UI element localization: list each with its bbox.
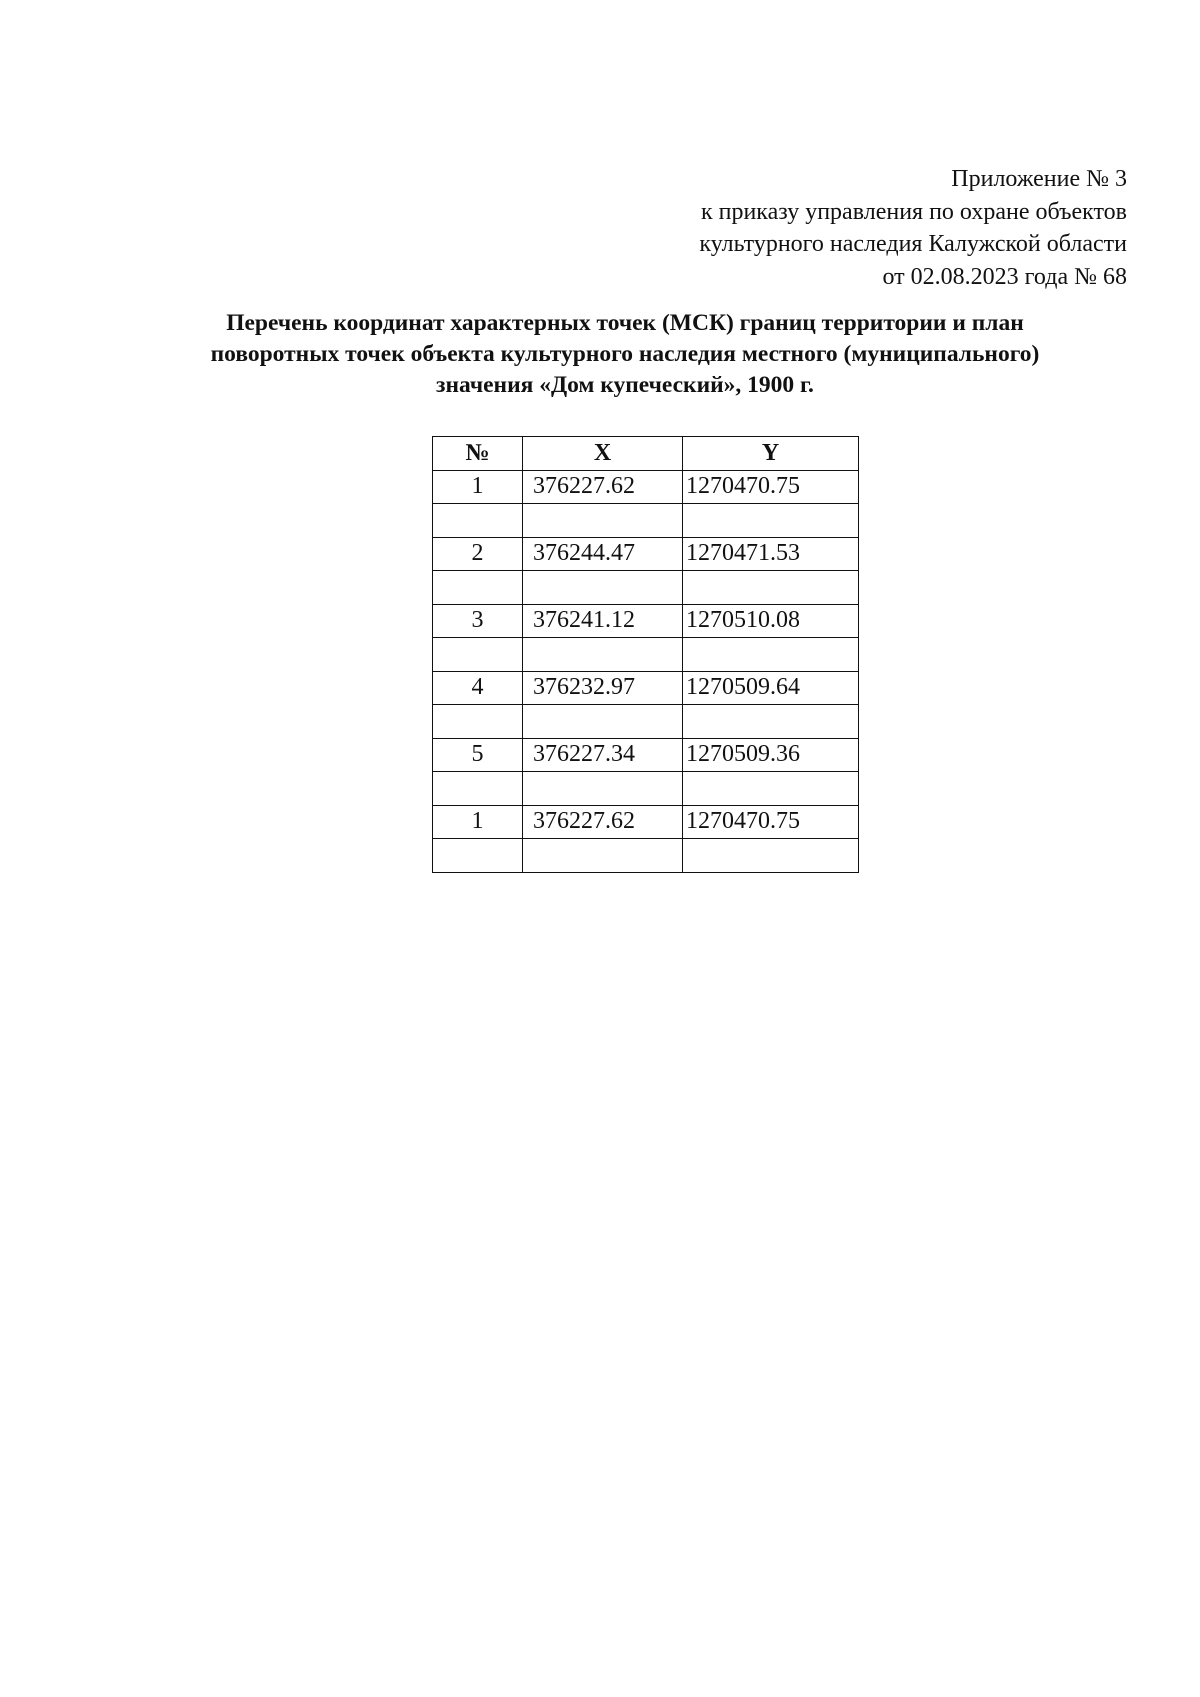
x-coordinate-cell [523, 571, 683, 605]
table-row [433, 705, 859, 739]
column-header-y: Y [683, 437, 859, 471]
point-number-cell [433, 571, 523, 605]
coordinates-table [432, 436, 859, 873]
document-title-line: поворотных точек объекта культурного наследия местного (муниципального) [210, 341, 1040, 367]
point-number-cell [433, 839, 523, 873]
y-coordinate-cell: 1270470.75 [683, 470, 859, 504]
table-row [433, 504, 859, 538]
y-coordinate-cell: 1270509.36 [683, 738, 859, 772]
table-row [433, 671, 859, 705]
document-title [130, 308, 1120, 401]
point-number-cell: 3 [433, 604, 523, 638]
appendix-title: Приложение № 3 [951, 166, 1127, 192]
y-coordinate-cell [683, 839, 859, 873]
y-coordinate-cell: 1270510.08 [683, 604, 859, 638]
appendix-date-number: от 02.08.2023 года № 68 [882, 263, 1127, 290]
x-coordinate-cell [523, 839, 683, 873]
x-coordinate-cell: 376244.47 [523, 537, 683, 571]
table-row [433, 738, 859, 772]
y-coordinate-cell: 1270509.64 [683, 671, 859, 705]
y-coordinate-cell [683, 705, 859, 739]
table-header-row [433, 437, 859, 471]
point-number-cell: 1 [433, 470, 523, 504]
table-row [433, 470, 859, 504]
point-number-cell [433, 772, 523, 806]
appendix-header [427, 163, 1127, 293]
table-row [433, 638, 859, 672]
appendix-order-reference: к приказу управления по охране объектов [700, 198, 1127, 225]
table-row [433, 571, 859, 605]
y-coordinate-cell: 1270470.75 [683, 805, 859, 839]
x-coordinate-cell: 376241.12 [523, 604, 683, 638]
point-number-cell: 5 [433, 738, 523, 772]
document-title-line: значения «Дом купеческий», 1900 г. [436, 372, 814, 398]
table-row [433, 772, 859, 806]
x-coordinate-cell [523, 772, 683, 806]
point-number-cell [433, 705, 523, 739]
table-row [433, 537, 859, 571]
point-number-cell: 2 [433, 537, 523, 571]
column-header-number: № [433, 437, 523, 471]
y-coordinate-cell [683, 571, 859, 605]
point-number-cell [433, 504, 523, 538]
x-coordinate-cell [523, 705, 683, 739]
x-coordinate-cell: 376227.34 [523, 738, 683, 772]
x-coordinate-cell: 376232.97 [523, 671, 683, 705]
table-row [433, 805, 859, 839]
point-number-cell [433, 638, 523, 672]
y-coordinate-cell [683, 504, 859, 538]
x-coordinate-cell: 376227.62 [523, 470, 683, 504]
document-title-line: Перечень координат характерных точек (МСК) границ территории и план [226, 310, 1024, 336]
y-coordinate-cell [683, 638, 859, 672]
point-number-cell: 1 [433, 805, 523, 839]
table-row [433, 839, 859, 873]
y-coordinate-cell: 1270471.53 [683, 537, 859, 571]
table-row [433, 604, 859, 638]
appendix-authority: культурного наследия Калужской области [699, 231, 1127, 257]
x-coordinate-cell [523, 504, 683, 538]
x-coordinate-cell [523, 638, 683, 672]
y-coordinate-cell [683, 772, 859, 806]
x-coordinate-cell: 376227.62 [523, 805, 683, 839]
point-number-cell: 4 [433, 671, 523, 705]
column-header-x: X [523, 437, 683, 471]
